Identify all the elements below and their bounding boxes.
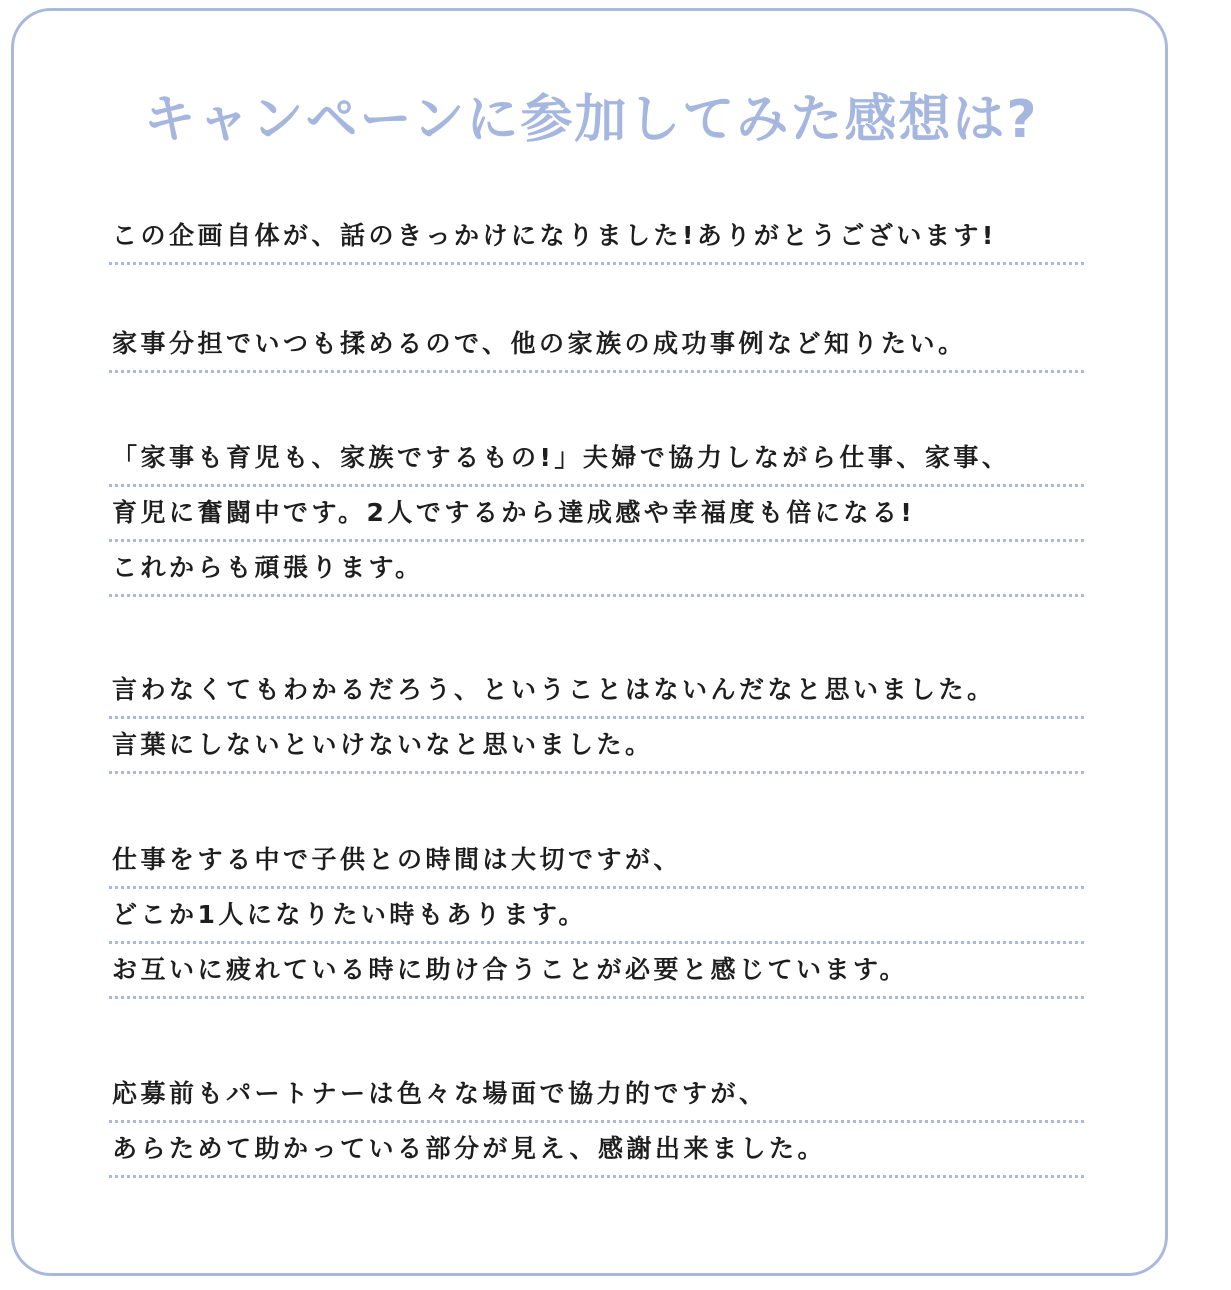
page-title: キャンペーンに参加してみた感想は? bbox=[143, 90, 1039, 150]
comment-text: どこか1人になりたい時もあります。 bbox=[112, 900, 587, 929]
comment-block bbox=[109, 1068, 1084, 1178]
comment-line bbox=[109, 834, 1084, 889]
comment-block bbox=[109, 210, 1084, 265]
comment-line bbox=[109, 210, 1084, 265]
comment-text: この企画自体が、話のきっかけになりました!ありがとうございます! bbox=[112, 221, 997, 250]
comment-line bbox=[109, 664, 1084, 719]
comment-text: お互いに疲れている時に助け合うことが必要と感じています。 bbox=[112, 955, 909, 984]
comment-line bbox=[109, 432, 1084, 487]
comment-line bbox=[109, 944, 1084, 999]
comment-line bbox=[109, 1068, 1084, 1123]
comment-text: 育児に奮闘中です。2人でするから達成感や幸福度も倍になる! bbox=[112, 498, 916, 527]
comment-block bbox=[109, 432, 1084, 597]
comment-line bbox=[109, 719, 1084, 774]
comment-block bbox=[109, 664, 1084, 774]
comment-line bbox=[109, 487, 1084, 542]
comment-text: 「家事も育児も、家族でするもの!」夫婦で協力しながら仕事、家事、 bbox=[112, 443, 1011, 472]
comment-text: あらためて助かっている部分が見え、感謝出来ました。 bbox=[112, 1134, 827, 1163]
comment-text: 言わなくてもわかるだろう、ということはないんだなと思いました。 bbox=[112, 675, 996, 704]
comment-line bbox=[109, 542, 1084, 597]
comment-block bbox=[109, 318, 1084, 373]
comment-text: これからも頑張ります。 bbox=[112, 553, 424, 582]
comment-line bbox=[109, 318, 1084, 373]
comment-text: 言葉にしないといけないなと思いました。 bbox=[112, 730, 654, 759]
comment-line bbox=[109, 889, 1084, 944]
comment-line bbox=[109, 1123, 1084, 1178]
comment-text: 仕事をする中で子供との時間は大切ですが、 bbox=[112, 845, 683, 874]
comment-text: 応募前もパートナーは色々な場面で協力的ですが、 bbox=[112, 1079, 768, 1108]
comment-block bbox=[109, 834, 1084, 999]
comment-text: 家事分担でいつも揉めるので、他の家族の成功事例など知りたい。 bbox=[112, 329, 967, 358]
